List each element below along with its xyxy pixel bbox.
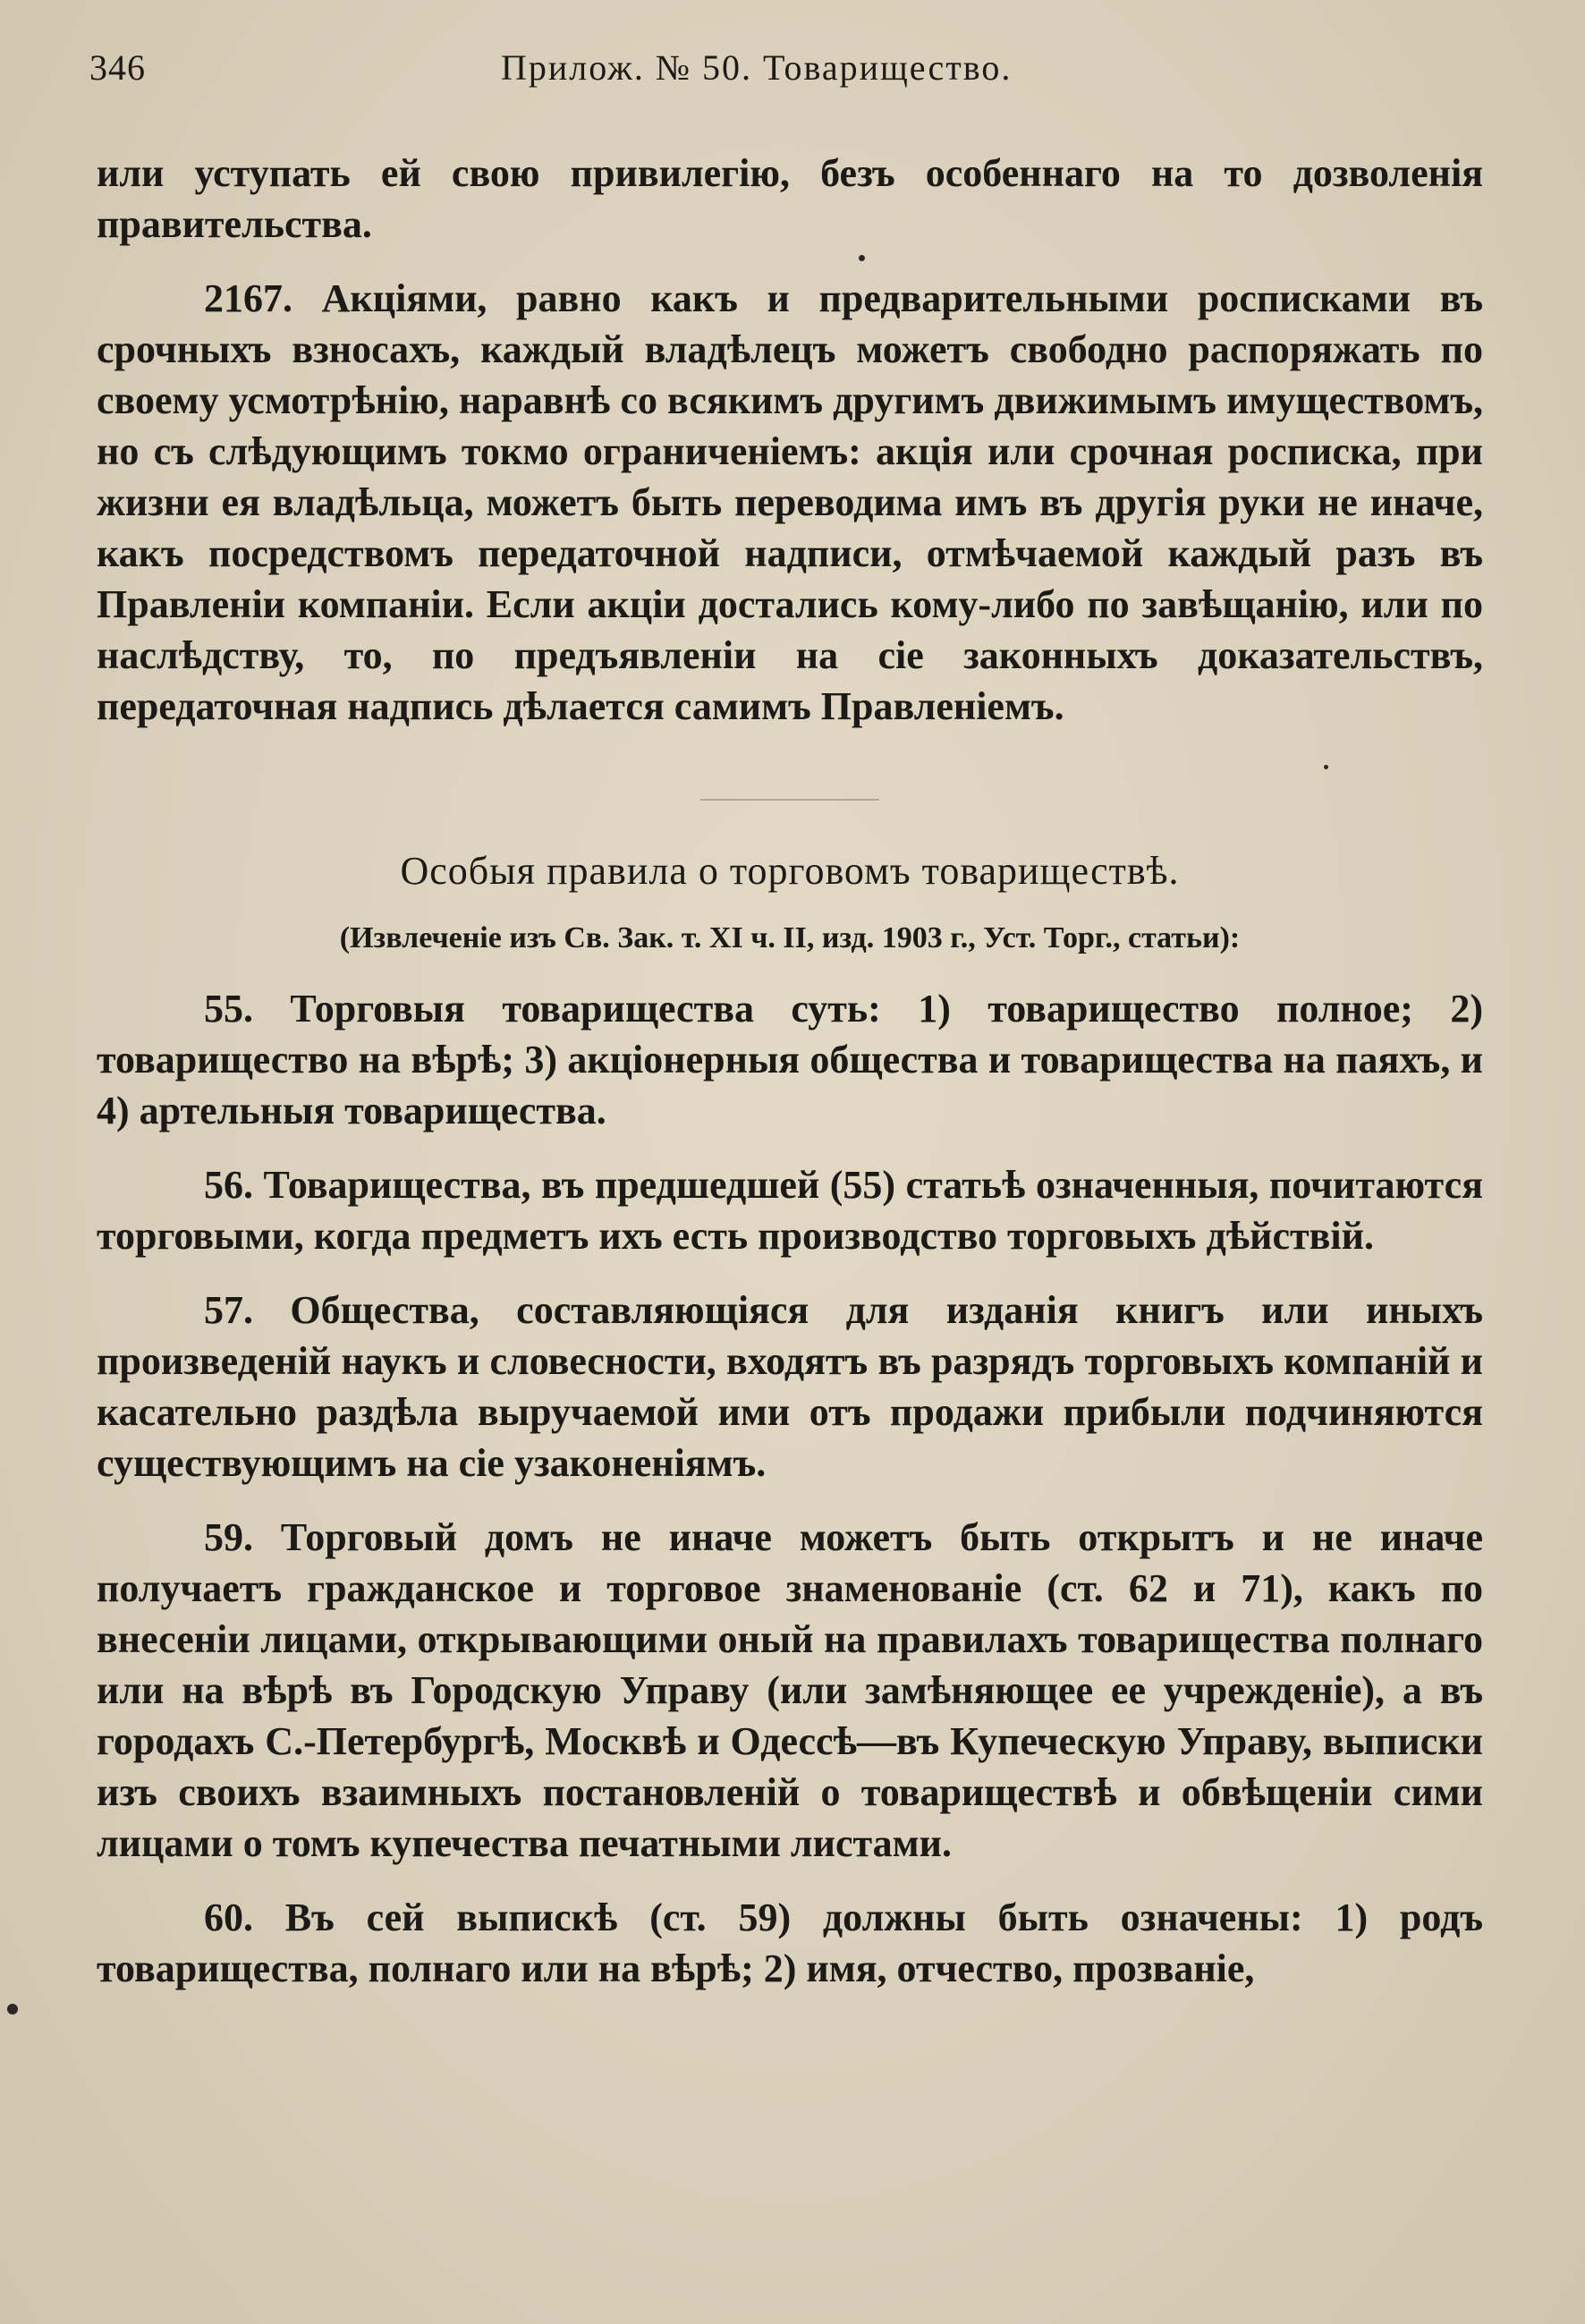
article-number: 60. bbox=[204, 1896, 253, 1939]
article-text: Товарищества, въ предшедшей (55) статьѣ означенныя, почитаются торговыми, когда предметъ ихъ есть производство торговыхъ дѣйствій. bbox=[97, 1163, 1483, 1258]
source-note: (Извлеченіе изъ Св. Зак. т. XI ч. II, изд. 1903 г., Уст. Торг., статьи): bbox=[339, 921, 1241, 954]
scan-speck bbox=[7, 2004, 18, 2014]
paragraph-continuation bbox=[97, 148, 1483, 250]
article-text: Торговыя товарищества суть: 1) товарищество полное; 2) товарищество на вѣрѣ; 3) акціонерныя общества и товарищества на паяхъ, и 4) артельныя товарищества. bbox=[97, 987, 1483, 1132]
article-number: 2167. bbox=[204, 276, 292, 320]
article-text: Акціями, равно какъ и предварительными росписками въ срочныхъ взносахъ, каждый владѣлецъ можетъ свободно распоряжать по своему усмотрѣнію, наравнѣ со всякимъ другимъ движимымъ имуществомъ, но съ слѣдующимъ токмо ограниченіемъ: акція или срочная росписка, при жизни ея владѣльца, можетъ быть переводима имъ въ другія руки не иначе, какъ посредствомъ передаточной надписи, отмѣчаемой каждый разъ въ Правленіи компаніи. Если акціи достались кому-либо по завѣщанію, или по наслѣдству, то, по предъявленіи на сіе законныхъ доказательствъ, передаточная надпись дѣлается самимъ Правленіемъ. bbox=[97, 276, 1483, 728]
article-number: 59. bbox=[204, 1515, 253, 1559]
article-number: 57. bbox=[204, 1288, 253, 1332]
scan-speck bbox=[859, 255, 865, 261]
section-divider bbox=[700, 799, 879, 801]
article-text: Торговый домъ не иначе можетъ быть открытъ и не иначе получаетъ гражданское и торговое знаменованіе (ст. 62 и 71), какъ по внесеніи лицами, открывающими оный на правилахъ товарищества полнаго или на вѣрѣ въ Городскую Управу (или замѣняющее ее учрежденіе), а въ городахъ С.-Петербургѣ, Москвѣ и Одессѣ—въ Купеческую Управу, выписки изъ своихъ взаимныхъ постановленій о товариществѣ и обвѣщеніи сими лицами о томъ купечества печатными листами. bbox=[97, 1515, 1483, 1865]
article-55 bbox=[97, 983, 1483, 1136]
article-2167 bbox=[97, 273, 1483, 732]
section-title: Особыя правила о торговомъ товариществѣ. bbox=[400, 849, 1180, 893]
body-text bbox=[97, 148, 1483, 2017]
article-number: 55. bbox=[204, 987, 253, 1031]
running-title: Прилож. № 50. Товарищество. bbox=[501, 47, 1013, 88]
article-56 bbox=[97, 1159, 1483, 1261]
article-57 bbox=[97, 1285, 1483, 1489]
paragraph-text: или уступать ей свою привилегію, безъ особеннаго на то дозволенія правительства. bbox=[97, 151, 1483, 246]
page-header bbox=[89, 47, 1494, 100]
article-60 bbox=[97, 1892, 1483, 1994]
article-text: Общества, составляющіяся для изданія книгъ или иныхъ произведеній наукъ и словесности, входятъ въ разрядъ торговыхъ компаній и касательно раздѣла выручаемой ими отъ продажи прибыли подчиняются существующимъ на сіе узаконеніямъ. bbox=[97, 1288, 1483, 1485]
scan-speck bbox=[1324, 765, 1328, 769]
page-number: 346 bbox=[89, 47, 146, 88]
article-number: 56. bbox=[204, 1163, 253, 1207]
article-text: Въ сей выпискѣ (ст. 59) должны быть означены: 1) родъ товарищества, полнаго или на вѣрѣ; 2) имя, отчество, прозваніе, bbox=[97, 1896, 1483, 1990]
article-59 bbox=[97, 1512, 1483, 1869]
